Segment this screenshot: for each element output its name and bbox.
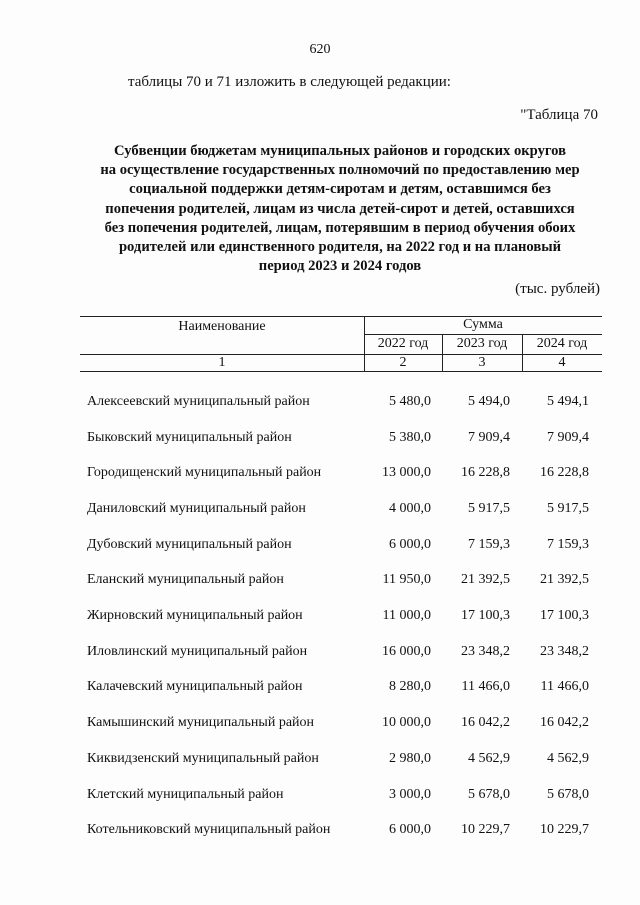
value-2023: 11 466,0 — [461, 679, 510, 694]
value-2023: 4 562,9 — [468, 751, 510, 766]
table-row — [0, 394, 640, 414]
district-name: Дубовский муниципальный район — [87, 537, 292, 552]
title-line: на осуществление государственных полномочий по предоставлению мер — [100, 162, 580, 179]
table-row — [0, 679, 640, 699]
value-2023: 17 100,3 — [461, 608, 510, 623]
district-name: Даниловский муниципальный район — [87, 501, 306, 516]
title-line: без попечения родителей, лицам, потерявшим в период обучения обоих — [104, 219, 576, 236]
sum-divider — [364, 334, 602, 335]
value-2022: 6 000,0 — [389, 537, 431, 552]
value-2024: 16 042,2 — [540, 715, 589, 730]
header-year-2024: 2024 год — [536, 336, 588, 351]
title-line: попечения родителей, лицам из числа детей-сирот и детей, оставшихся — [105, 200, 575, 217]
table-row — [0, 787, 640, 807]
value-2023: 21 392,5 — [461, 572, 510, 587]
table-row — [0, 715, 640, 735]
table-row — [0, 537, 640, 557]
value-2022: 11 950,0 — [382, 572, 431, 587]
district-name: Иловлинский муниципальный район — [87, 644, 308, 659]
title-line: Субвенции бюджетам муниципальных районов и городских округов — [114, 143, 566, 159]
table-row — [0, 644, 640, 664]
value-2024: 16 228,8 — [540, 465, 589, 480]
value-2022: 13 000,0 — [382, 465, 431, 480]
district-name: Клетский муниципальный район — [87, 787, 284, 802]
value-2023: 16 228,8 — [461, 465, 510, 480]
value-2022: 5 480,0 — [389, 394, 431, 409]
value-2023: 5 494,0 — [468, 394, 510, 409]
value-2023: 5 678,0 — [468, 787, 510, 802]
value-2023: 10 229,7 — [461, 822, 510, 837]
district-name: Алексеевский муниципальный район — [87, 394, 310, 409]
value-2024: 5 494,1 — [547, 394, 589, 409]
header-col-number: 4 — [558, 355, 566, 370]
title-line: социальной поддержки детям-сиротам и детям, оставшимся без — [129, 181, 551, 198]
table-row — [0, 501, 640, 521]
value-2024: 4 562,9 — [547, 751, 589, 766]
value-2023: 7 909,4 — [468, 430, 510, 445]
district-name: Еланский муниципальный район — [87, 572, 284, 587]
district-name: Камышинский муниципальный район — [87, 715, 315, 730]
page-number: 620 — [309, 42, 331, 57]
value-2022: 4 000,0 — [389, 501, 431, 516]
table-row — [0, 751, 640, 771]
header-year-2022: 2022 год — [377, 336, 429, 351]
value-2022: 8 280,0 — [389, 679, 431, 694]
value-2023: 16 042,2 — [461, 715, 510, 730]
table-row — [0, 608, 640, 628]
header-col-number: 2 — [399, 355, 407, 370]
table-header — [80, 316, 602, 372]
title-line: родителей или единственного родителя, на 2022 год и на плановый — [118, 239, 562, 256]
value-2022: 2 980,0 — [389, 751, 431, 766]
district-name: Калачевский муниципальный район — [87, 679, 303, 694]
units-label: (тыс. рублей) — [515, 281, 600, 297]
value-2024: 21 392,5 — [540, 572, 589, 587]
value-2024: 11 466,0 — [540, 679, 589, 694]
value-2023: 7 159,3 — [468, 537, 510, 552]
value-2022: 10 000,0 — [382, 715, 431, 730]
table-row — [0, 822, 640, 842]
district-name: Быковский муниципальный район — [87, 430, 292, 445]
header-sum: Сумма — [463, 317, 503, 332]
value-2022: 6 000,0 — [389, 822, 431, 837]
value-2023: 23 348,2 — [461, 644, 510, 659]
title-line: период 2023 и 2024 годов — [258, 258, 422, 275]
value-2022: 11 000,0 — [382, 608, 431, 623]
table-title — [70, 142, 610, 276]
table-row — [0, 465, 640, 485]
header-bottom-rule — [80, 371, 602, 372]
table-row — [0, 572, 640, 592]
value-2022: 5 380,0 — [389, 430, 431, 445]
value-2024: 23 348,2 — [540, 644, 589, 659]
district-name: Котельниковский муниципальный район — [87, 822, 331, 837]
value-2024: 5 678,0 — [547, 787, 589, 802]
value-2023: 5 917,5 — [468, 501, 510, 516]
value-2024: 7 909,4 — [547, 430, 589, 445]
header-name: Наименование — [178, 319, 266, 334]
value-2024: 7 159,3 — [547, 537, 589, 552]
header-col-number: 1 — [218, 355, 226, 370]
value-2022: 16 000,0 — [382, 644, 431, 659]
value-2024: 17 100,3 — [540, 608, 589, 623]
district-name: Жирновский муниципальный район — [87, 608, 303, 623]
value-2024: 10 229,7 — [540, 822, 589, 837]
district-name: Городищенский муниципальный район — [87, 465, 322, 480]
table-label: "Таблица 70 — [520, 107, 598, 123]
table-row — [0, 430, 640, 450]
header-year-2023: 2023 год — [456, 336, 508, 351]
intro-text: таблицы 70 и 71 изложить в следующей редакции: — [128, 74, 451, 90]
value-2022: 3 000,0 — [389, 787, 431, 802]
district-name: Киквидзенский муниципальный район — [87, 751, 319, 766]
header-col-number: 3 — [478, 355, 486, 370]
value-2024: 5 917,5 — [547, 501, 589, 516]
